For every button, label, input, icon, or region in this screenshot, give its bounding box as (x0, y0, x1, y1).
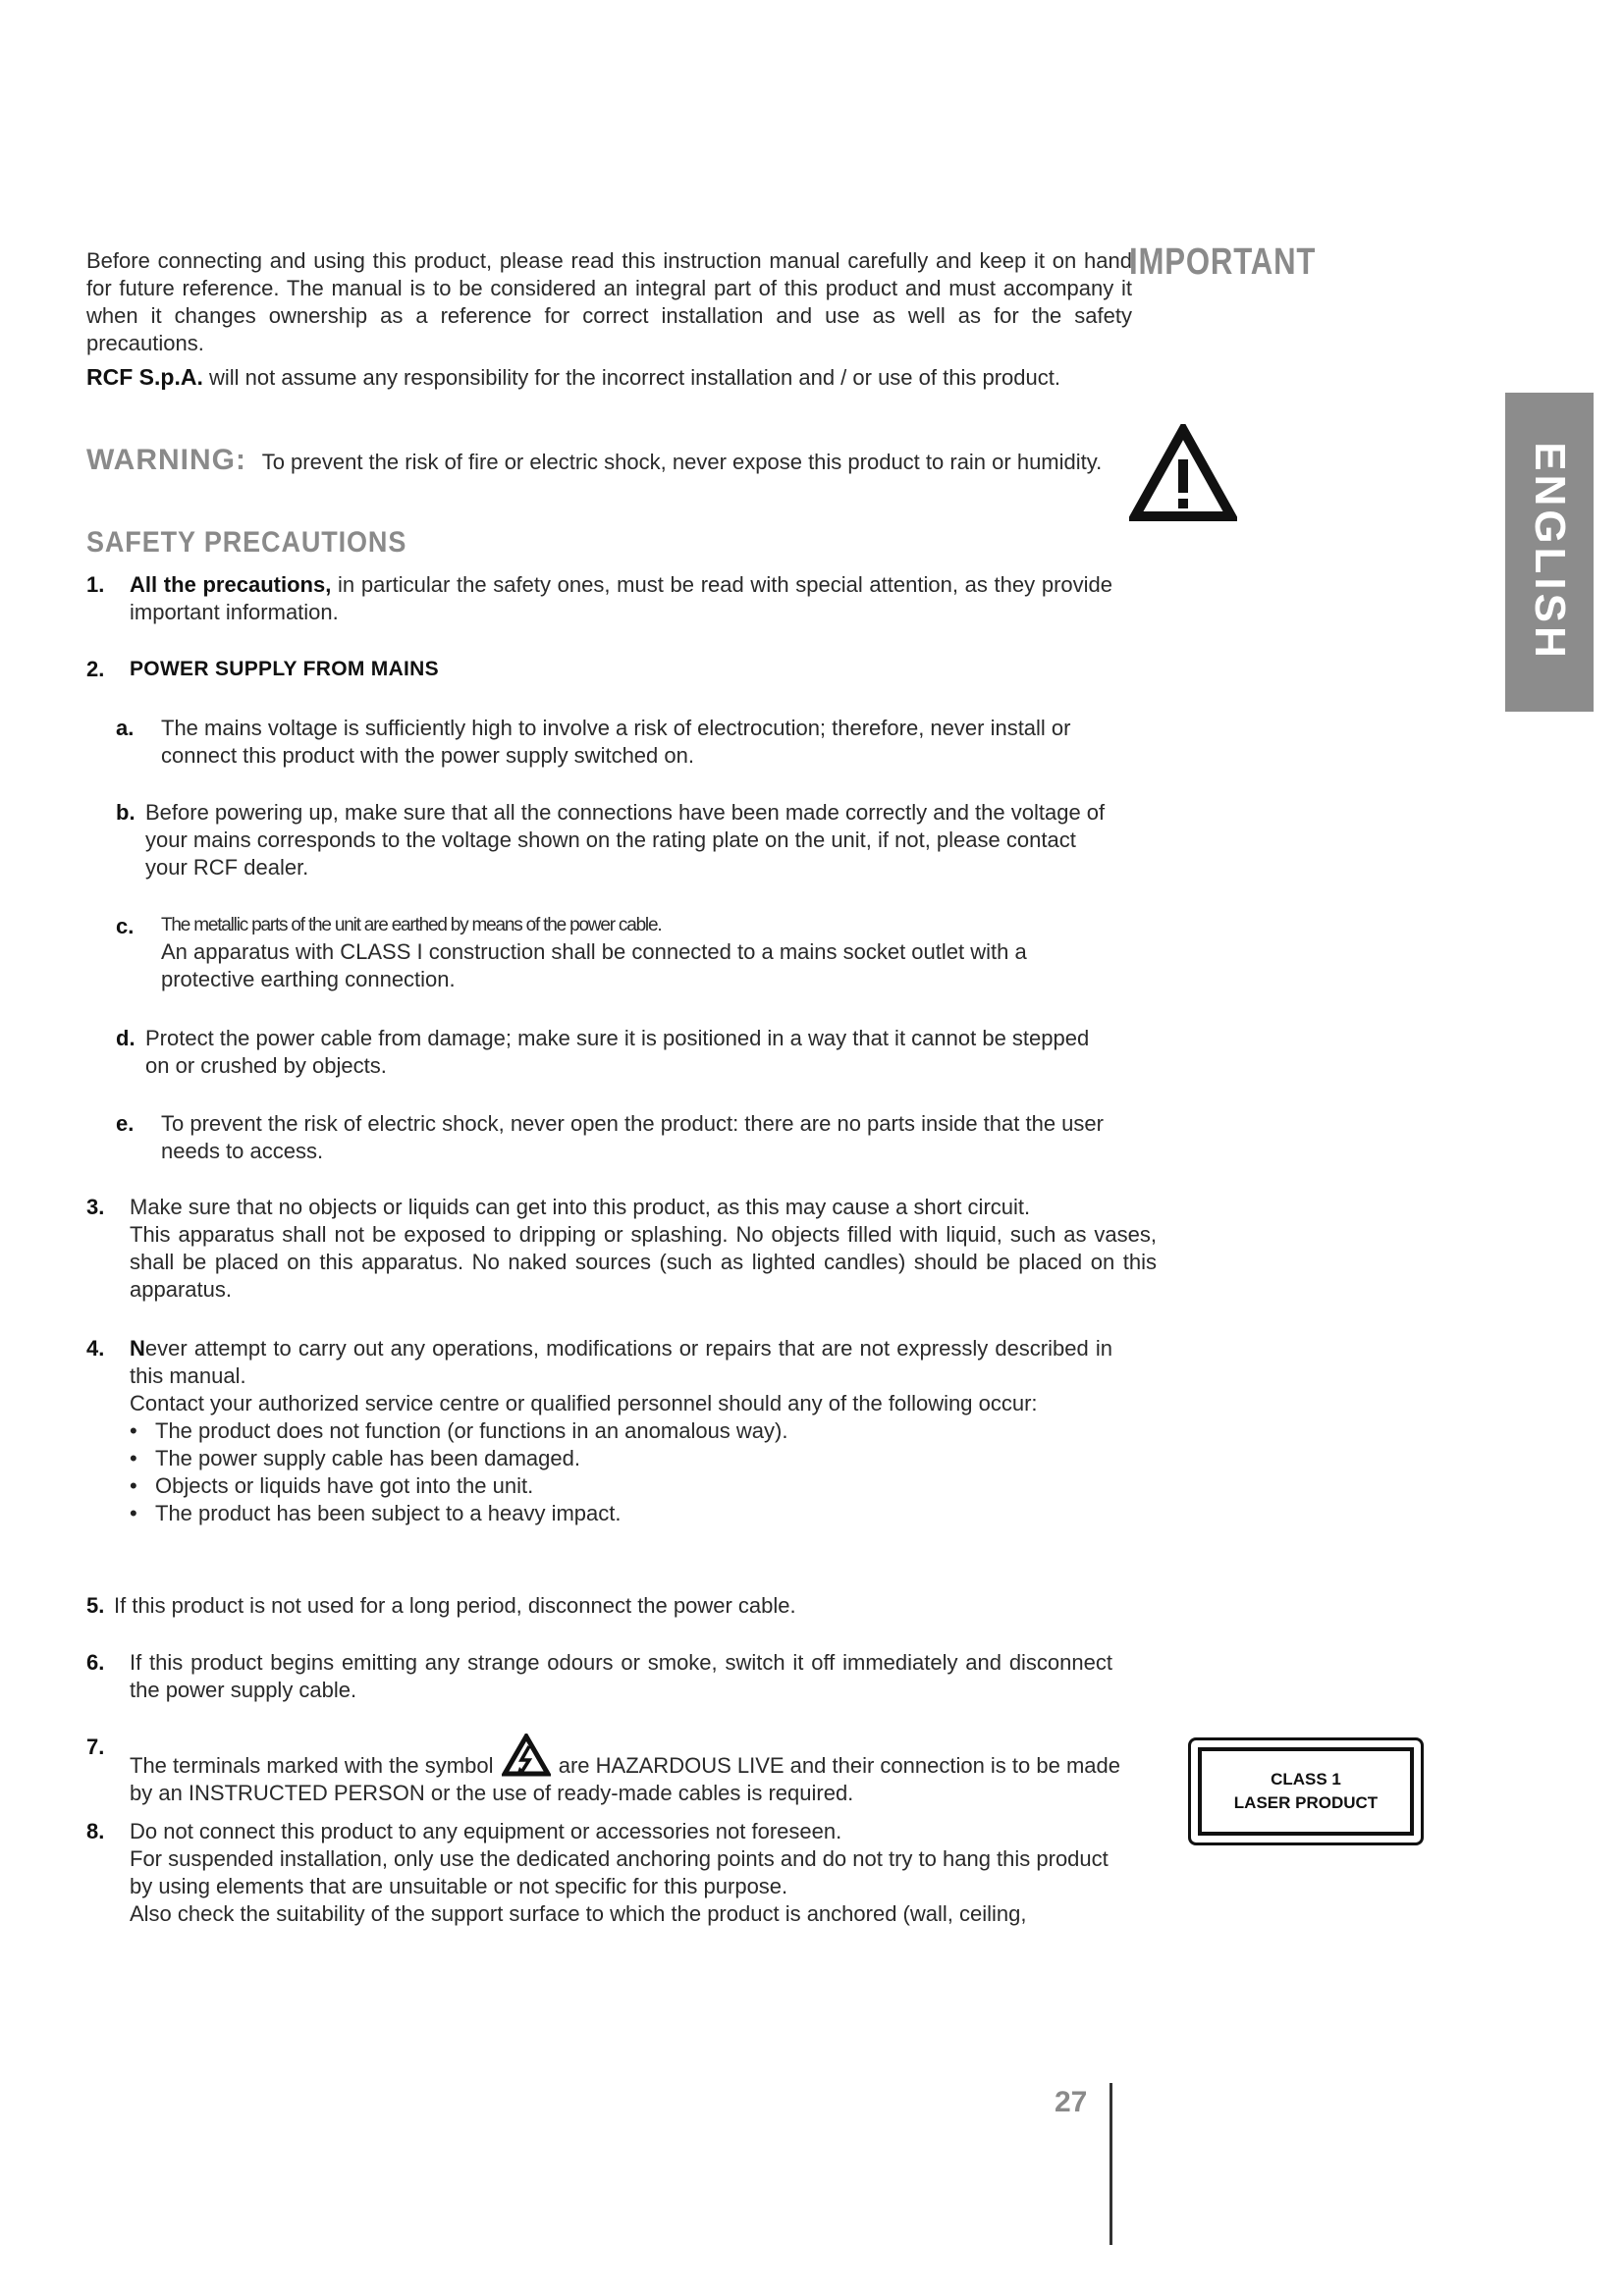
item-small-text: The metallic parts of the unit are earthed by means of the power cable. (161, 915, 662, 935)
item-letter: a. (116, 716, 135, 740)
language-tab (1505, 393, 1594, 712)
item-text: Protect the power cable from damage; make sure it is positioned in a way that it cannot be stepped on or crushed by objects. (145, 1026, 1090, 1078)
bullet-item: • The product does not function (or functions in an anomalous way). (130, 1417, 1112, 1445)
page-number: 27 (1055, 2086, 1088, 2118)
page-number-divider (1110, 2083, 1112, 2245)
item-letter: b. (116, 800, 135, 825)
item-text: If this product begins emitting any strange odours or smoke, switch it off immediately and disconnect the power supply cable. (130, 1650, 1112, 1702)
item-text-1: Do not connect this product to any equipment or accessories not foreseen. (130, 1819, 842, 1843)
rcf-paragraph (86, 363, 1112, 392)
laser-label-line1: CLASS 1 (1271, 1770, 1341, 1789)
item-letter: d. (116, 1026, 135, 1050)
item-text-2: This apparatus shall not be exposed to dripping or splashing. No objects filled with liquid, such as vases, shall be placed on this apparatus. No naked sources (such as lighted candles) should be placed on this apparatus. (130, 1222, 1157, 1302)
item-text-1: Make sure that no objects or liquids can get into this product, as this may cause a short circuit. (130, 1195, 1031, 1219)
item-number: 4. (86, 1336, 105, 1361)
item-text-2: Contact your authorized service centre or qualified personnel should any of the following occur: (130, 1391, 1038, 1415)
warning-paragraph (86, 444, 1112, 476)
bullet-item: • Objects or liquids have got into the unit. (130, 1472, 1112, 1500)
intro-paragraph: Before connecting and using this product, please read this instruction manual carefully and keep it on hand for future reference. The manual is to be considered an integral part of this product and must accompany it when it changes ownership as a reference for correct installation and use as well as for the safety precautions. (86, 248, 1132, 355)
item-text: If this product is not used for a long period, disconnect the power cable. (114, 1593, 796, 1618)
item-number: 5. (86, 1593, 105, 1618)
item-body (130, 571, 1112, 626)
item-letter: e. (116, 1111, 135, 1136)
item-title: POWER SUPPLY FROM MAINS (130, 658, 439, 680)
item-text: An apparatus with CLASS I construction shall be connected to a mains socket outlet with a protective earthing connection. (161, 939, 1027, 991)
item-text: The mains voltage is sufficiently high to involve a risk of electrocution; therefore, never install or connect this product with the power supply switched on. (161, 716, 1071, 768)
item-letter: c. (116, 914, 135, 938)
rcf-company: RCF S.p.A. (86, 364, 203, 390)
item-text-content: Before powering up, make sure that all the connections have been made correctly and the voltage of your mains corresponds to the voltage shown on the rating plate on the unit, if not, please contact your RCF dealer. (145, 800, 1106, 880)
item-number: 8. (86, 1819, 105, 1843)
warning-label: WARNING: (86, 444, 246, 476)
item-number: 6. (86, 1650, 105, 1675)
item-text-before: The terminals marked with the symbol (130, 1753, 494, 1778)
laser-product-label (1188, 1737, 1424, 1845)
safety-heading: SAFETY PRECAUTIONS (86, 526, 407, 559)
item-number: 2. (86, 657, 105, 681)
item-text-after: are HAZARDOUS LIVE and their connection is to be made by an INSTRUCTED PERSON or the use of ready-made cables is required. (130, 1753, 1120, 1805)
item-body (130, 1734, 1127, 1807)
item-body (130, 1335, 1112, 1527)
important-heading: IMPORTANT (1129, 241, 1317, 283)
language-tab-label: ENGLISH (1526, 442, 1574, 662)
item-text: To prevent the risk of electric shock, never open the product: there are no parts inside that the user needs to access. (161, 1111, 1104, 1163)
item-number: 3. (86, 1195, 105, 1219)
bullet-item: • The power supply cable has been damaged. (130, 1445, 1112, 1472)
item-number: 7. (86, 1735, 105, 1759)
item-body (161, 913, 1113, 993)
item-number: 1. (86, 572, 105, 597)
warning-triangle-icon (1129, 424, 1237, 522)
item-text-3: Also check the suitability of the support surface to which the product is anchored (wall, ceiling, (130, 1901, 1027, 1926)
bullet-item: • The product has been subject to a heavy impact. (130, 1500, 1112, 1527)
item-text: in particular the safety ones, must be read with special attention, as they provide important information. (130, 572, 1112, 624)
item-text-1 (130, 1335, 1112, 1390)
item-text-2: For suspended installation, only use the dedicated anchoring points and do not try to hang this product by using elements that are unsuitable or not specific for this purpose. (130, 1846, 1109, 1898)
laser-label-line2: LASER PRODUCT (1233, 1793, 1379, 1812)
item-bold-lead: All the precautions, (130, 572, 332, 597)
item-text (145, 799, 1117, 881)
item-text-1-content: ever attempt to carry out any operations, modifications or repairs that are not expressly described in this manual. (130, 1336, 1112, 1388)
item-body (130, 1818, 1112, 1928)
warning-text: To prevent the risk of fire or electric shock, never expose this product to rain or humidity. (261, 450, 1103, 474)
item-body (130, 1194, 1157, 1304)
hazardous-live-icon (502, 1734, 551, 1777)
laser-label-inner (1198, 1747, 1414, 1836)
drop-letter: N (130, 1336, 145, 1361)
rcf-text: will not assume any responsibility for the incorrect installation and / or use of this product. (208, 365, 1060, 390)
